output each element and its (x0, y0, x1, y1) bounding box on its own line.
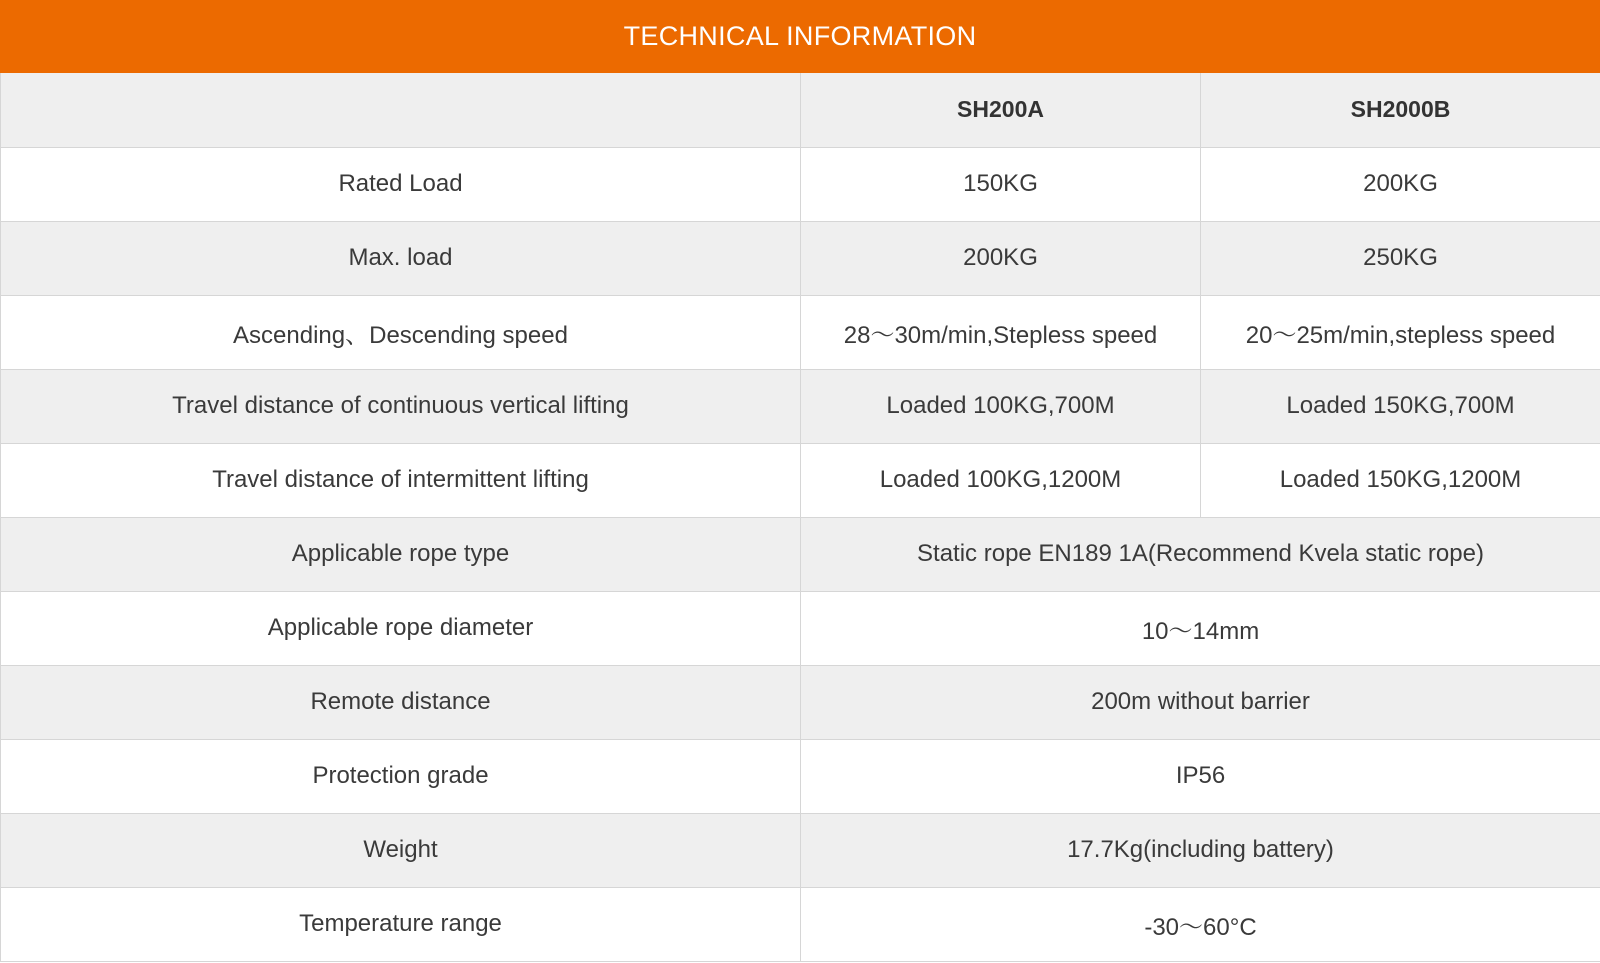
row-label: Max. load (1, 221, 801, 295)
table-row (1, 517, 1600, 591)
row-value-a: Loaded 100KG,700M (801, 369, 1201, 443)
row-label: Protection grade (1, 739, 801, 813)
row-label: Travel distance of continuous vertical lifting (1, 369, 801, 443)
row-value-shared: IP56 (801, 739, 1600, 813)
row-label: Travel distance of intermittent lifting (1, 443, 801, 517)
row-value-a: 200KG (801, 221, 1201, 295)
section-title-bar (0, 0, 1600, 73)
table-row (1, 295, 1600, 369)
table-row (1, 221, 1600, 295)
section-title: TECHNICAL INFORMATION (623, 21, 977, 51)
spec-table (0, 73, 1600, 962)
row-value-b: 250KG (1201, 221, 1600, 295)
row-value-a: 150KG (801, 147, 1201, 221)
table-row (1, 443, 1600, 517)
row-label: Ascending、Descending speed (1, 295, 801, 369)
row-value-a: Loaded 100KG,1200M (801, 443, 1201, 517)
row-value-b: 20～25m/min,stepless speed (1201, 295, 1600, 369)
row-value-b: Loaded 150KG,700M (1201, 369, 1600, 443)
row-value-shared: Static rope EN189 1A(Recommend Kvela static rope) (801, 517, 1600, 591)
header-label-cell (1, 73, 801, 147)
table-row (1, 887, 1600, 961)
table-row (1, 665, 1600, 739)
row-label: Weight (1, 813, 801, 887)
table-row (1, 813, 1600, 887)
header-model-b: SH2000B (1201, 73, 1600, 147)
row-value-shared: 17.7Kg(including battery) (801, 813, 1600, 887)
row-value-b: Loaded 150KG,1200M (1201, 443, 1600, 517)
table-row (1, 147, 1600, 221)
table-header-row (1, 73, 1600, 147)
row-value-a: 28～30m/min,Stepless speed (801, 295, 1201, 369)
row-label: Remote distance (1, 665, 801, 739)
row-label: Applicable rope type (1, 517, 801, 591)
row-label: Applicable rope diameter (1, 591, 801, 665)
row-value-shared: -30～60°C (801, 887, 1600, 961)
row-value-shared: 10～14mm (801, 591, 1600, 665)
table-row (1, 591, 1600, 665)
row-label: Rated Load (1, 147, 801, 221)
row-value-shared: 200m without barrier (801, 665, 1600, 739)
row-label: Temperature range (1, 887, 801, 961)
table-row (1, 739, 1600, 813)
table-row (1, 369, 1600, 443)
row-value-b: 200KG (1201, 147, 1600, 221)
header-model-a: SH200A (801, 73, 1201, 147)
